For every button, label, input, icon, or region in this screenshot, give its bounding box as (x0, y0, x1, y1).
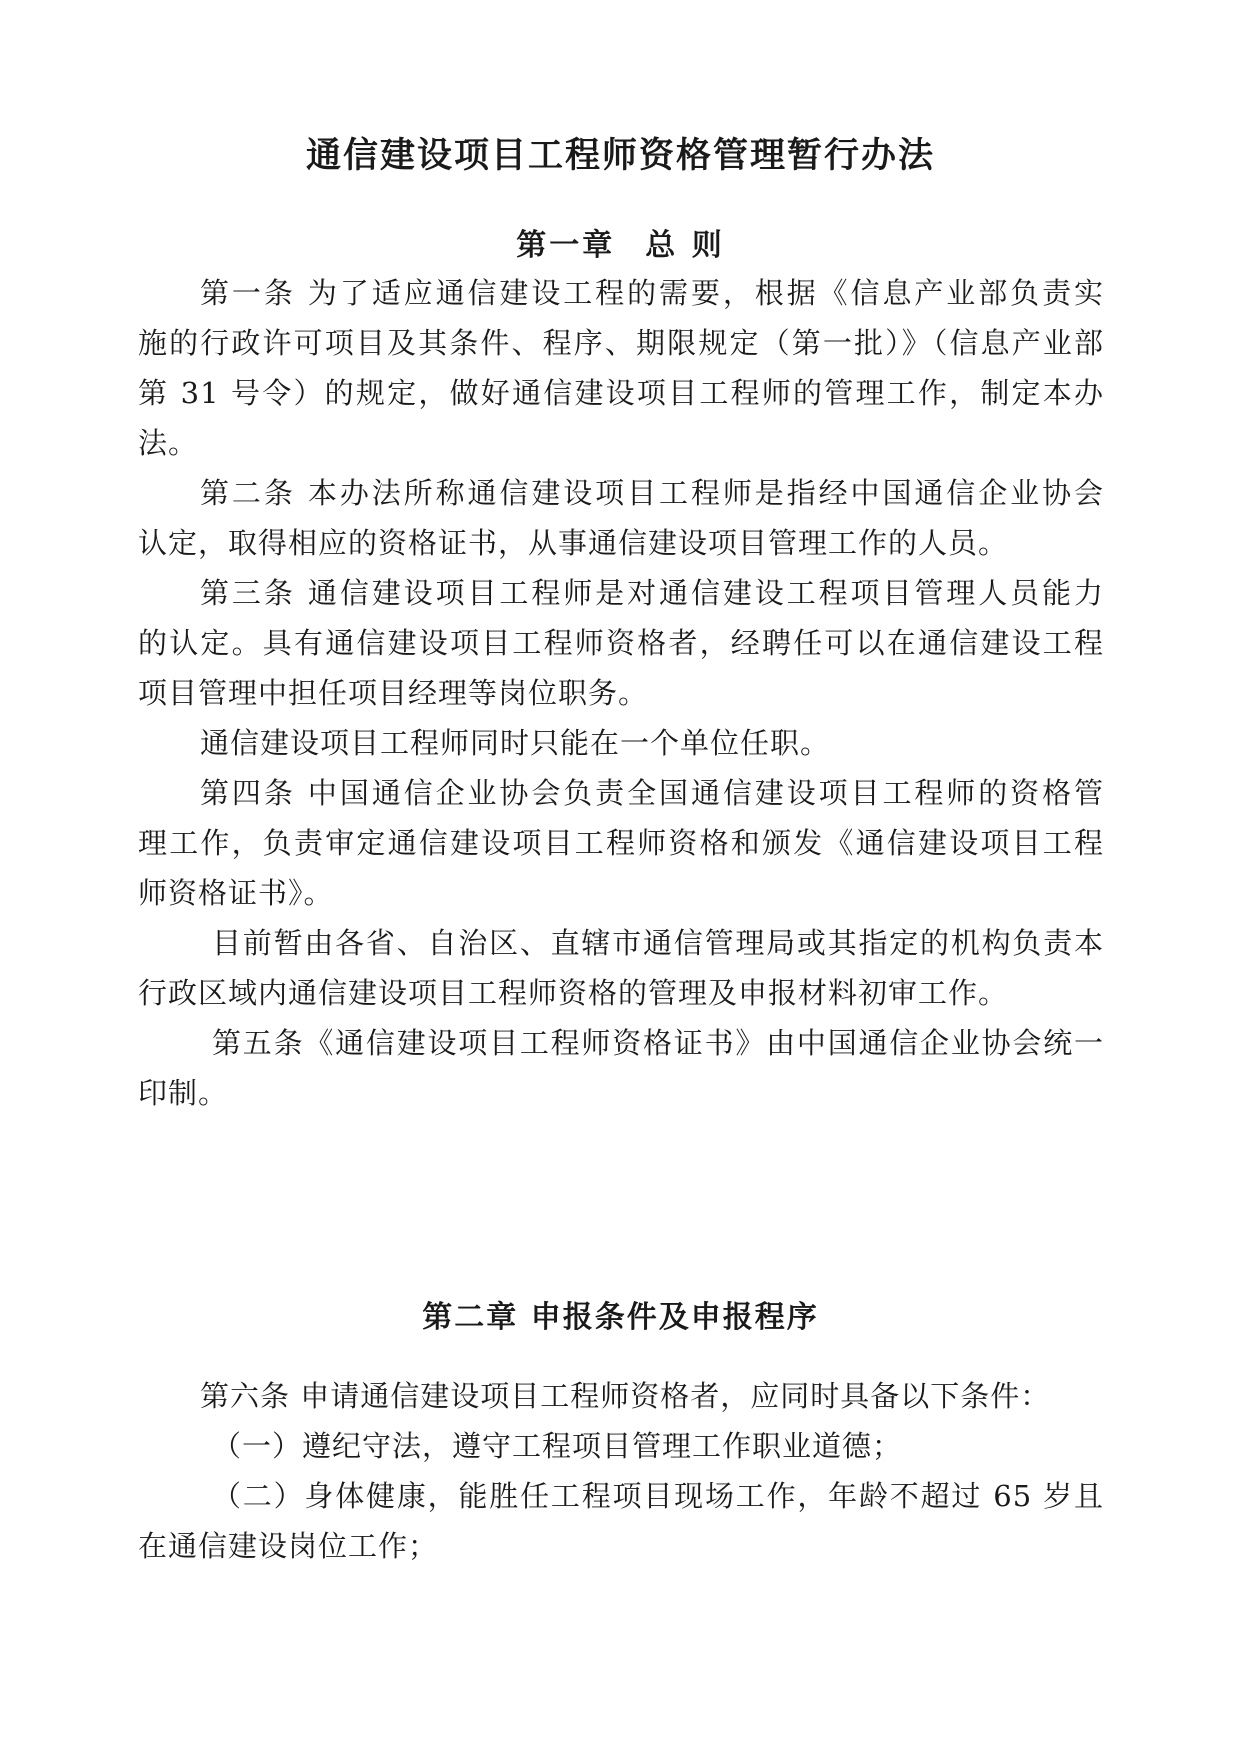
article-6-item-1: （一）遵纪守法，遵守工程项目管理工作职业道德； (212, 1429, 903, 1463)
article-1-line-1: 第一条 为了适应通信建设工程的需要，根据《信息产业部负责实 (200, 276, 1104, 310)
article-4-line-5: 行政区域内通信建设项目工程师资格的管理及申报材料初审工作。 (138, 976, 1009, 1010)
article-4-line-3: 师资格证书》。 (138, 876, 334, 910)
article-4-line-1: 第四条 中国通信企业协会负责全国通信建设项目工程师的资格管 (200, 776, 1104, 810)
chapter-1-label: 第一章 (516, 228, 616, 263)
article-4-line-4: 目前暂由各省、自治区、直辖市通信管理局或其指定的机构负责本 (212, 926, 1104, 960)
chapter-1-heading (0, 220, 1241, 264)
article-6-item-2-cont: 在通信建设岗位工作； (138, 1529, 439, 1563)
document-title: 通信建设项目工程师资格管理暂行办法 (305, 135, 935, 176)
article-4-line-2: 理工作，负责审定通信建设项目工程师资格和颁发《通信建设项目工程 (138, 826, 1104, 860)
article-5-line-2: 印制。 (138, 1076, 229, 1110)
article-5-line-1: 第五条《通信建设项目工程师资格证书》由中国通信企业协会统一 (212, 1026, 1104, 1060)
article-3-line-2: 的认定。具有通信建设项目工程师资格者，经聘任可以在通信建设工程 (138, 626, 1104, 660)
chapter-2-heading: 第二章 申报条件及申报程序 (422, 1300, 819, 1335)
article-6-line-1: 第六条 申请通信建设项目工程师资格者，应同时具备以下条件： (200, 1379, 1051, 1413)
chapter-1-name: 总 则 (645, 228, 725, 263)
article-2-line-2: 认定，取得相应的资格证书，从事通信建设项目管理工作的人员。 (138, 526, 1009, 560)
article-3-line-4: 通信建设项目工程师同时只能在一个单位任职。 (200, 726, 831, 760)
article-3-line-1: 第三条 通信建设项目工程师是对通信建设工程项目管理人员能力 (200, 576, 1104, 610)
article-6-item-2: （二）身体健康，能胜任工程项目现场工作，年龄不超过 65 岁且 (212, 1479, 1104, 1513)
article-1-line-2: 施的行政许可项目及其条件、程序、期限规定（第一批）》（信息产业部 (138, 326, 1104, 360)
article-1-line-3: 第 31 号令）的规定，做好通信建设项目工程师的管理工作，制定本办 (138, 376, 1104, 410)
article-3-line-3: 项目管理中担任项目经理等岗位职务。 (138, 676, 649, 710)
article-1-line-4: 法。 (138, 426, 199, 460)
article-2-line-1: 第二条 本办法所称通信建设项目工程师是指经中国通信企业协会 (200, 476, 1104, 510)
